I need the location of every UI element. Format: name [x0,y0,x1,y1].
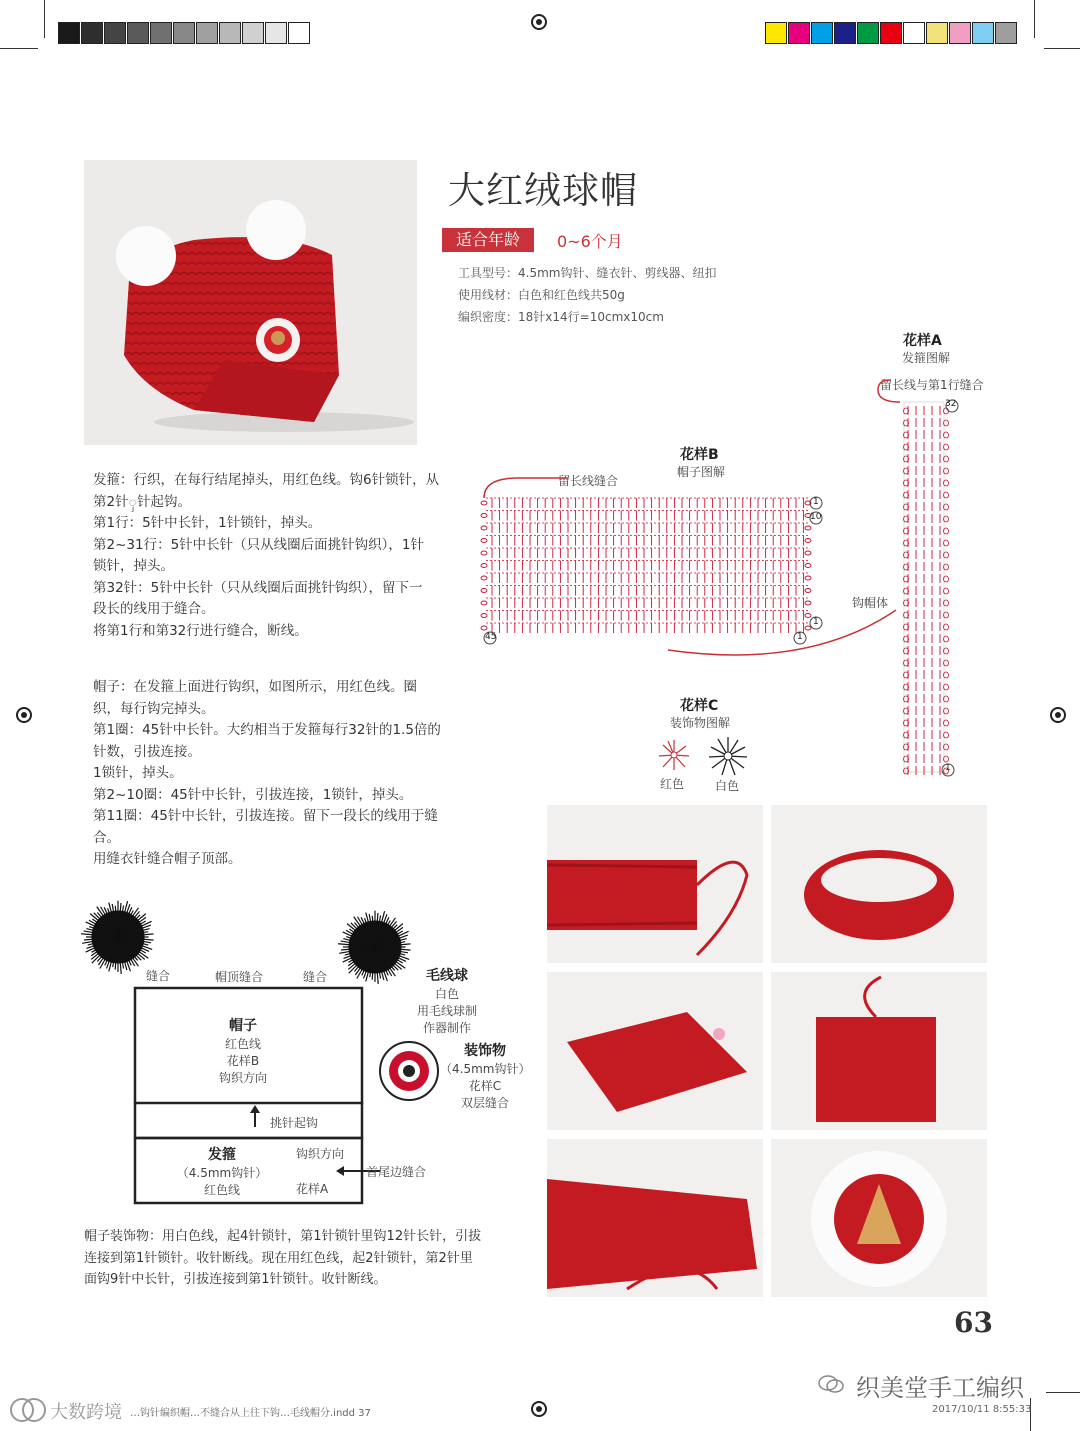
step-photo-1 [547,805,763,963]
text-line: 第2~31行：5针中长针（只从线圈后面挑针钩织），1针 [93,536,425,553]
pattern-b-row10: 10 [810,512,822,522]
pattern-b-stitch-right: 1 [797,632,803,642]
pattern-c-red-label: 红色 [660,777,685,791]
step-photo-6 [771,1139,987,1297]
text-line: 帽子装饰物：用白色线，起4针锁针，第1针锁针里钩12针长针，引拔 [84,1229,482,1244]
crop-mark [1034,0,1035,38]
pattern-a-side-label: 钩帽体 [852,596,889,610]
hat-line: 钩织方向 [218,1071,267,1085]
text-line: 段长的线用于缝合。 [93,601,215,617]
hat-photo [84,160,417,445]
pattern-b-row-bottom: 1 [813,617,819,627]
seam-top-label: 帽顶缝合 [215,970,264,984]
step-photo-2 [771,805,987,963]
page-number: 63 [954,1306,993,1339]
text-line: 第2~10圈：45针中长针，引拔连接，1锁针，掉头。 [93,786,413,803]
crop-mark [44,0,45,38]
pattern-b-chart [478,470,898,665]
materials-line-1: 工具型号：4.5mm钩针、缝衣针、剪线器、纽扣 [458,266,717,280]
step-photo-3 [547,972,763,1130]
pompom-title: 毛线球 [426,968,468,984]
footer-date: 2017/10/11 8:55:33 [932,1404,1032,1415]
text-line: 第32针：5针中长针（只从线圈后面挑针钩织），留下一 [93,579,423,596]
footer-file: …钩针编织帽…不缝合从上往下钩…毛线帽分.indd 37 [130,1408,371,1419]
text-line: 发箍：行织，在每行结尾掉头，用红色线。钩6针锁针，从 [93,472,440,488]
color-calibration-bar [765,11,1023,35]
pattern-b-subtitle: 帽子图解 [677,465,726,479]
pattern-b-title: 花样B [680,447,719,463]
pattern-c-title: 花样C [680,698,719,714]
pompom-line: 白色 [434,987,459,1001]
band-title: 发箍 [208,1147,236,1163]
headband-instructions [93,470,473,642]
ornament-line: 双层缝合 [460,1096,509,1110]
registration-mark-right [1050,707,1066,723]
pattern-a-subtitle: 发箍图解 [902,351,951,365]
hat-title: 帽子 [229,1018,257,1034]
pattern-c-red-symbol [657,738,691,776]
ornament-label [440,1040,530,1111]
ornament-title: 装饰物 [464,1043,506,1059]
pattern-c-subtitle: 装饰物图解 [670,716,731,730]
footer-left-brand: 大数跨境 [50,1402,122,1423]
wechat-icon [818,1374,844,1394]
seam-right-label: 缝合 [303,970,328,984]
materials-line-3: 编织密度：18针x14行=10cmx10cm [458,310,664,324]
pattern-a-note: 留长线与第1行缝合 [880,378,984,392]
step-photo-4 [771,972,987,1130]
pattern-a-row-end: 32 [945,399,957,409]
pattern-a-row-start: 1 [945,763,951,773]
pattern-c-white-symbol [707,735,749,781]
band-direction-label: 钩织方向 [296,1147,345,1161]
hat-line: 花样B [226,1054,260,1068]
text-line: 第1行：5针中长针，1针锁针，掉头。 [93,515,322,531]
ornament-instructions [84,1226,539,1291]
seam-left-label: 缝合 [146,969,171,983]
registration-mark-left [16,707,32,723]
text-line: 锁针，掉头。 [93,558,174,574]
join-edges-label: 首尾边缝合 [366,1165,427,1179]
pompom-line: 作器制作 [422,1021,471,1035]
crop-mark [1044,48,1080,49]
pattern-b-row1: 1 [813,497,819,507]
ornament-line: （4.5mm钩针） [440,1062,531,1076]
text-line: 针数，引拔连接。 [93,743,201,760]
pompom-line: 用毛线球制 [416,1004,477,1018]
pick-start-label: 挑针起钩 [270,1116,319,1130]
step-photo-5 [547,1139,763,1297]
grayscale-calibration-bar [58,11,316,35]
pattern-b-stitch-left: 45 [485,632,497,642]
text-line: 将第1行和第32行进行缝合，断线。 [93,622,308,639]
pattern-b-note: 留长线缝合 [558,474,619,488]
text-line: 1锁针，掉头。 [93,765,183,781]
ornament-line: 花样C [468,1079,502,1093]
hat-label [205,1015,281,1086]
watermark: 织美堂手工编织 [856,1374,1024,1402]
pattern-c-white-label: 白色 [715,779,740,793]
band-line: （4.5mm钩针） [176,1166,268,1180]
text-line: 第1圈：45针中长针。大约相当于发箍每行32针的1.5倍的 [93,722,441,738]
pompom-label [410,965,484,1036]
text-line: 连接到第1针锁针。收针断线。现在用红色线，起2针锁针，第2针里 [84,1250,473,1266]
pattern-a-title: 花样A [903,333,942,349]
band-label [170,1144,274,1198]
text-line: 帽子：在发箍上面进行钩织，如图所示，用红色线。圈 [93,679,417,695]
text-line: 用缝衣针缝合帽子顶部。 [93,851,242,867]
age-badge: 适合年龄 [442,228,534,252]
band-line: 红色线 [203,1183,240,1197]
materials-line-2: 使用线材：白色和红色线共50g [458,288,625,302]
registration-mark-bottom [531,1401,547,1417]
age-value: 0~6个月 [557,232,623,251]
text-line: 织，每行钩完掉头。 [93,700,215,717]
text-line: 面钩9针中长针，引拔连接到第1针锁针。收针断线。 [84,1272,387,1287]
hat-instructions [93,677,473,871]
registration-mark-top [531,14,547,30]
footer-logo-icon [8,1396,48,1424]
band-pattern-label: 花样A [296,1182,329,1196]
text-line: 合。 [93,829,120,846]
text-line: 第2针ှ针起钩。 [93,493,191,510]
crop-mark [1046,1392,1080,1393]
text-line: 第11圈：45针中长针，引拔连接。留下一段长的线用于缝 [93,808,438,824]
ornament-icon [378,1040,440,1106]
crop-mark [0,48,38,49]
page-title: 大红绒球帽 [448,169,638,212]
hat-line: 红色线 [224,1037,261,1051]
